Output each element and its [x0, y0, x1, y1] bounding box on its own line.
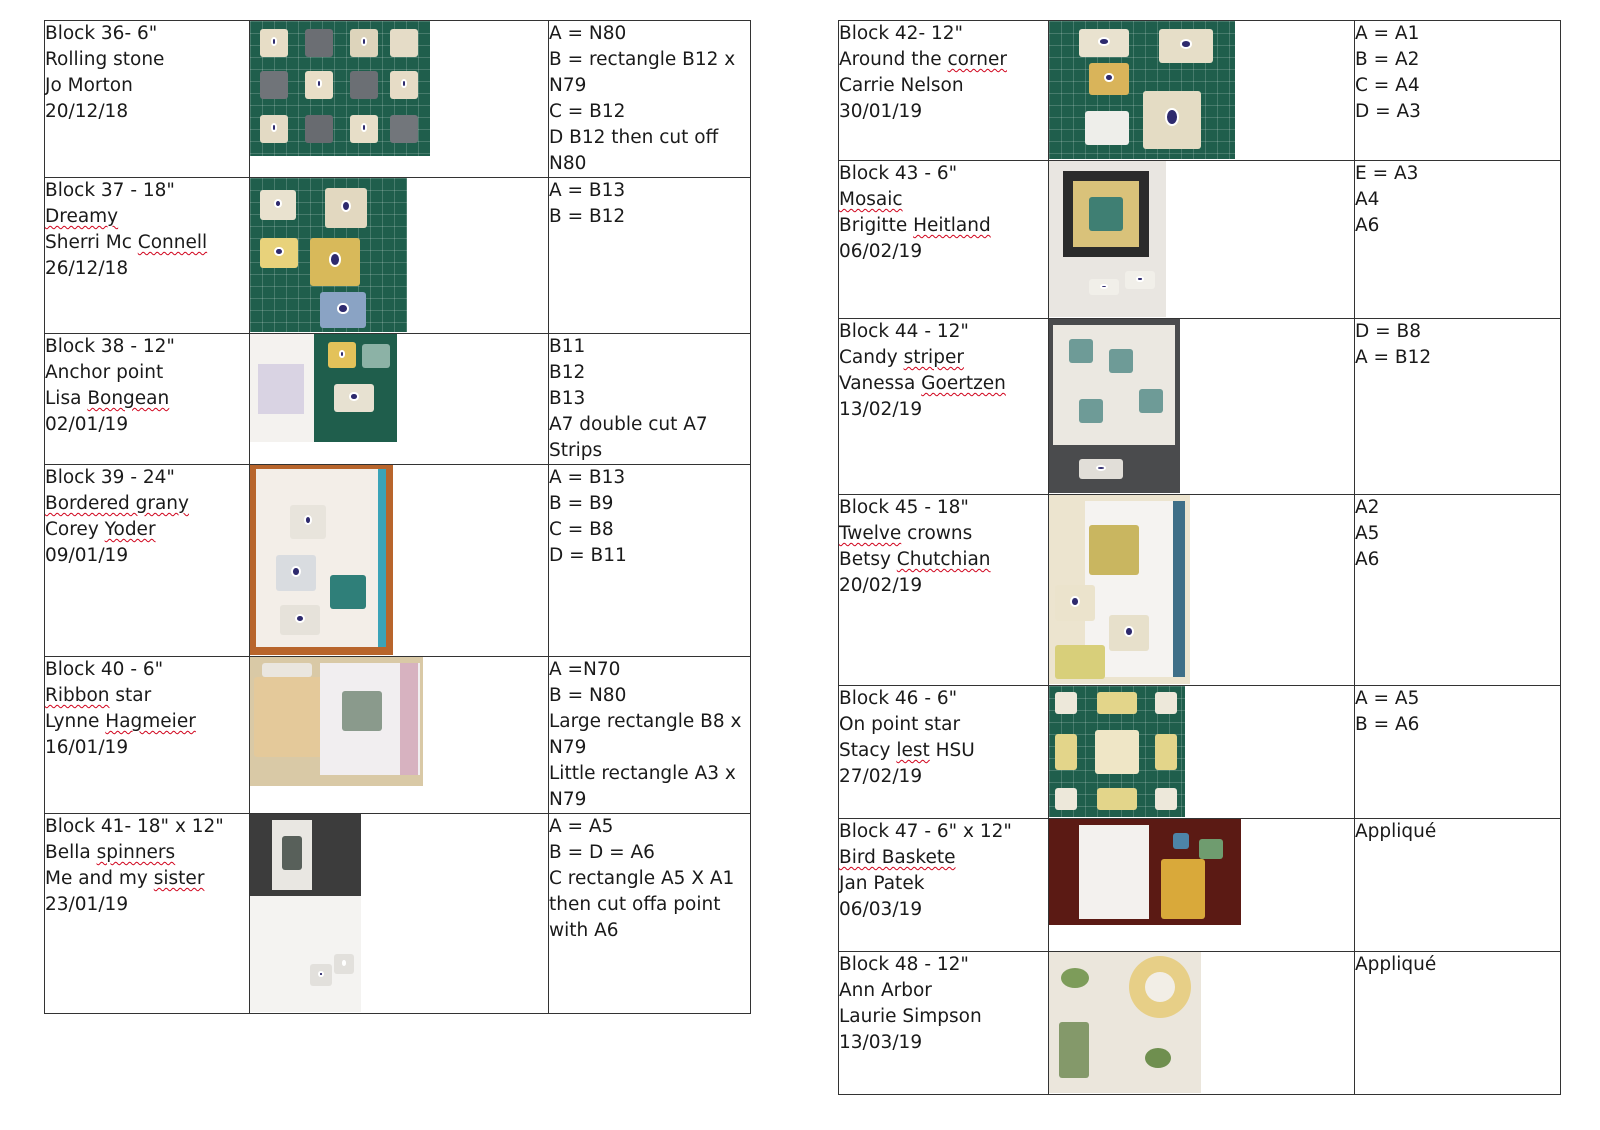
block-title: Block 40 - 6": [45, 659, 164, 680]
block-photo: [1049, 21, 1235, 159]
block-date: 23/01/19: [45, 894, 129, 915]
block-info: [45, 178, 250, 334]
block-photo: [1049, 819, 1241, 925]
block-name: Ribbon star: [45, 685, 152, 706]
block-photo: [250, 334, 397, 442]
block-photo-cell: [250, 465, 549, 657]
block-photo-cell: [250, 657, 549, 814]
block-photo: [1049, 952, 1201, 1093]
block-notes: [1355, 495, 1561, 686]
note-line: C = B12: [549, 101, 626, 122]
block-title: Block 38 - 12": [45, 336, 175, 357]
block-photo-cell: [250, 178, 549, 334]
block-date: 02/01/19: [45, 414, 129, 435]
note-line: A6: [1355, 549, 1380, 570]
block-designer: Lynne Hagmeier: [45, 711, 196, 732]
block-date: 06/02/19: [839, 241, 923, 262]
block-designer: Corey Yoder: [45, 519, 156, 540]
note-line: B = B9: [549, 493, 614, 514]
note-line: A7 double cut A7: [549, 414, 708, 435]
block-title: Block 47 - 6" x 12": [839, 821, 1012, 842]
table-row: [839, 952, 1561, 1095]
note-line: Little rectangle A3 x: [549, 763, 736, 784]
table-row: [45, 334, 751, 465]
right-blocks-table: [838, 20, 1561, 1095]
block-title: Block 36- 6": [45, 23, 158, 44]
block-designer: Sherri Mc Connell: [45, 232, 208, 253]
block-notes: [1355, 161, 1561, 319]
block-name: On point star: [839, 714, 961, 735]
block-date: 20/12/18: [45, 101, 129, 122]
block-info: [839, 686, 1049, 819]
note-line: B12: [549, 362, 586, 383]
block-name: Twelve crowns: [839, 523, 973, 544]
block-photo: [250, 814, 361, 1012]
block-photo: [1049, 319, 1180, 493]
block-notes: [549, 178, 751, 334]
note-line: A = N80: [549, 23, 627, 44]
block-photo: [250, 657, 423, 786]
block-date: 27/02/19: [839, 766, 923, 787]
block-photo: [1049, 686, 1185, 817]
note-line: C = A4: [1355, 75, 1420, 96]
block-notes: [1355, 819, 1561, 952]
note-line: Strips: [549, 440, 603, 461]
block-photo-cell: [1049, 819, 1355, 952]
block-info: [839, 21, 1049, 161]
note-line: E = A3: [1355, 163, 1419, 184]
note-line: A = B13: [549, 467, 626, 488]
block-photo-cell: [250, 334, 549, 465]
block-name: Candy striper: [839, 347, 964, 368]
note-line: A = A1: [1355, 23, 1420, 44]
block-photo: [250, 465, 393, 655]
left-blocks-table: [44, 20, 751, 1014]
note-line: Appliqué: [1355, 821, 1437, 842]
note-line: D = B11: [549, 545, 627, 566]
note-line: Appliqué: [1355, 954, 1437, 975]
block-notes: [549, 334, 751, 465]
note-line: A5: [1355, 523, 1380, 544]
block-name: Rolling stone: [45, 49, 165, 70]
block-date: 06/03/19: [839, 899, 923, 920]
block-name: Bird Baskete: [839, 847, 956, 868]
block-designer: Me and my sister: [45, 868, 205, 889]
note-line: N79: [549, 75, 587, 96]
block-designer: Vanessa Goertzen: [839, 373, 1006, 394]
block-name: Bordered grany: [45, 493, 189, 514]
block-info: [839, 952, 1049, 1095]
block-photo-cell: [1049, 161, 1355, 319]
block-photo: [250, 21, 430, 156]
note-line: C = B8: [549, 519, 614, 540]
block-date: 20/02/19: [839, 575, 923, 596]
block-info: [45, 334, 250, 465]
block-date: 26/12/18: [45, 258, 129, 279]
note-line: B = B12: [549, 206, 626, 227]
block-title: Block 46 - 6": [839, 688, 958, 709]
block-notes: [1355, 952, 1561, 1095]
note-line: B = A2: [1355, 49, 1420, 70]
table-row: [45, 178, 751, 334]
block-info: [45, 21, 250, 178]
block-designer: Betsy Chutchian: [839, 549, 991, 570]
note-line: Large rectangle B8 x: [549, 711, 742, 732]
block-info: [839, 495, 1049, 686]
block-notes: [549, 21, 751, 178]
note-line: B11: [549, 336, 586, 357]
note-line: N79: [549, 737, 587, 758]
table-row: [45, 657, 751, 814]
block-photo-cell: [1049, 686, 1355, 819]
note-line: C rectangle A5 X A1: [549, 868, 735, 889]
note-line: A =N70: [549, 659, 621, 680]
block-name: Anchor point: [45, 362, 164, 383]
note-line: then cut offa point: [549, 894, 721, 915]
table-row: [839, 819, 1561, 952]
block-name: Dreamy: [45, 206, 119, 227]
block-notes: [549, 657, 751, 814]
block-date: 09/01/19: [45, 545, 129, 566]
table-row: [45, 21, 751, 178]
note-line: B = rectangle B12 x: [549, 49, 736, 70]
block-info: [839, 819, 1049, 952]
note-line: D B12 then cut off: [549, 127, 719, 148]
block-name: Ann Arbor: [839, 980, 932, 1001]
block-title: Block 42- 12": [839, 23, 964, 44]
block-title: Block 37 - 18": [45, 180, 175, 201]
block-date: 13/02/19: [839, 399, 923, 420]
table-row: [839, 161, 1561, 319]
block-name: Mosaic: [839, 189, 903, 210]
block-photo-cell: [250, 21, 549, 178]
table-row: [839, 495, 1561, 686]
block-designer: Lisa Bongean: [45, 388, 170, 409]
note-line: A6: [1355, 215, 1380, 236]
table-row: [839, 319, 1561, 495]
table-row: [45, 465, 751, 657]
block-photo-cell: [250, 814, 549, 1014]
note-line: D = B8: [1355, 321, 1421, 342]
block-photo: [1049, 495, 1190, 684]
block-designer: Jo Morton: [45, 75, 133, 96]
table-row: [839, 21, 1561, 161]
note-line: N79: [549, 789, 587, 810]
block-designer: Stacy lest HSU: [839, 740, 975, 761]
block-title: Block 41- 18" x 12": [45, 816, 224, 837]
block-designer: Jan Patek: [839, 873, 925, 894]
block-info: [45, 657, 250, 814]
block-title: Block 39 - 24": [45, 467, 175, 488]
note-line: D = A3: [1355, 101, 1421, 122]
block-name: Bella spinners: [45, 842, 176, 863]
block-notes: [1355, 21, 1561, 161]
block-photo: [250, 178, 407, 332]
block-title: Block 45 - 18": [839, 497, 969, 518]
block-date: 30/01/19: [839, 101, 923, 122]
note-line: B = A6: [1355, 714, 1420, 735]
note-line: A = A5: [1355, 688, 1420, 709]
note-line: B = D = A6: [549, 842, 655, 863]
block-title: Block 43 - 6": [839, 163, 958, 184]
block-notes: [1355, 319, 1561, 495]
block-designer: Brigitte Heitland: [839, 215, 991, 236]
block-title: Block 48 - 12": [839, 954, 969, 975]
note-line: A2: [1355, 497, 1380, 518]
note-line: A = B13: [549, 180, 626, 201]
block-photo-cell: [1049, 319, 1355, 495]
note-line: N80: [549, 153, 587, 174]
block-notes: [1355, 686, 1561, 819]
note-line: A = A5: [549, 816, 614, 837]
note-line: B = N80: [549, 685, 627, 706]
block-info: [839, 161, 1049, 319]
block-info: [45, 465, 250, 657]
table-row: [45, 814, 751, 1014]
block-photo: [1049, 161, 1166, 317]
block-date: 16/01/19: [45, 737, 129, 758]
note-line: A = B12: [1355, 347, 1432, 368]
note-line: with A6: [549, 920, 619, 941]
block-photo-cell: [1049, 495, 1355, 686]
block-photo-cell: [1049, 21, 1355, 161]
block-date: 13/03/19: [839, 1032, 923, 1053]
block-title: Block 44 - 12": [839, 321, 969, 342]
note-line: B13: [549, 388, 586, 409]
block-designer: Laurie Simpson: [839, 1006, 982, 1027]
block-name: Around the corner: [839, 49, 1007, 70]
block-notes: [549, 465, 751, 657]
block-info: [45, 814, 250, 1014]
block-designer: Carrie Nelson: [839, 75, 964, 96]
note-line: A4: [1355, 189, 1380, 210]
table-row: [839, 686, 1561, 819]
block-info: [839, 319, 1049, 495]
block-photo-cell: [1049, 952, 1355, 1095]
block-notes: [549, 814, 751, 1014]
